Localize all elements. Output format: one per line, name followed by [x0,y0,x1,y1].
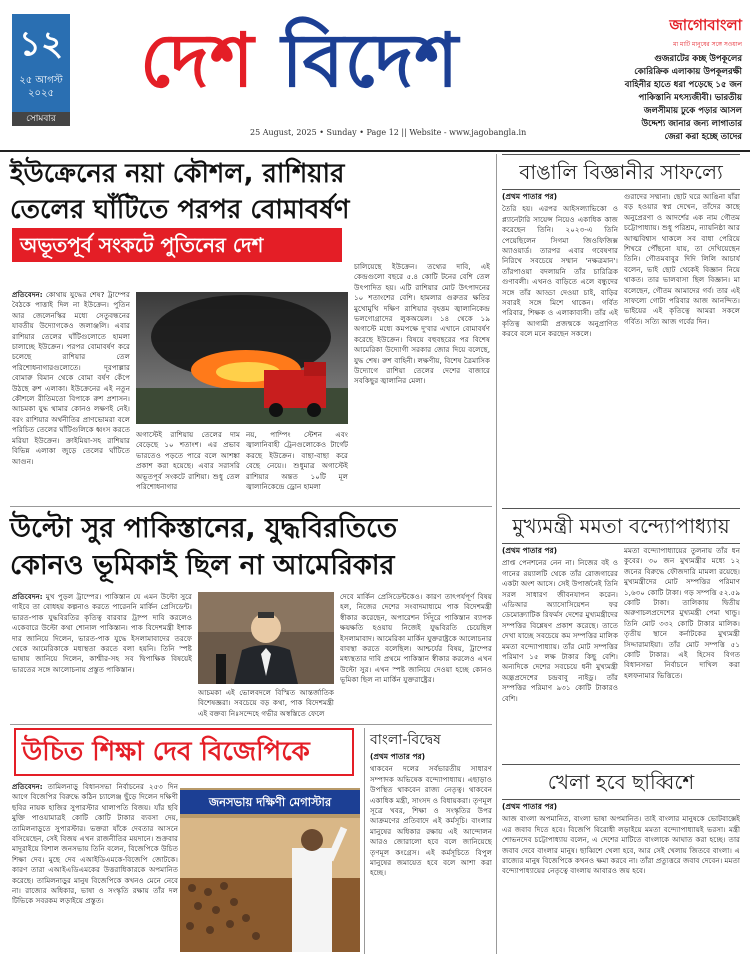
byline: প্রতিবেদন: [12,782,43,791]
side4-text: আজ বাংলা অপমানিত, বাংলা ভাষা অপমানিত। তাই বাংলার মানুষকে ভোটবাক্সেই এর জবাব দিতে হবে। বিজেপি বিরোধী লড়াইয়ে মমতা বন্দ্যোপাধ্যায়ই ভরসা। মন্ত্রী শোভনদেব চট্টোপাধ্যায় বলেন, এ দেশের মাটিতে বাংলাকে আঘাত করা হচ্ছে। তার জবাব দেবে বাংলার মানুষ। ছাব্বিশে খেলা হবে, আর সেই খেলায় জিতবে বাংলা। এ রাজ্যের মানুষ বিজেপিকে কখনও ক্ষমা করবে না। তাঁরা প্রত্যুত্তরে জবাব দেবেন। মমতা বন্দ্যোপাধ্যায়ের নেতৃত্বে বাংলায় আবারও জয় হবে। [502,814,740,876]
ticker-line: জলসীমায় ঢুকে পড়ার আসল [643,106,742,116]
story1-col3: চালিয়েছে ইউক্রেন। তথ্যের দাবি, এই কেন্দ্রগুলো বছরে ৫.৪ কোটি টনের বেশি তেল উৎপাদিত হয়। এটি রাশিয়ার মোট উৎপাদনের ১০ শতাংশের বেশি। হামলার গুরুতর ক্ষতির মুখোমুখি দক্ষিণ রাশিয়ার বৃহত্তম জ্বালানিকেন্দ্র ভলগোগ্রাদের লুকঅয়েল। ১৪ থেকে ১৯ অগাস্টে মধ্যে কমপক্ষে দু'বার এখানে বোমাবর্ষণ করেছে ইউক্রেন। বিষয়ে বহুবছরের পর বিশেষ আমেরিকা উদ্যোগী সরকার জোর দিয়ে বলেছে, যুদ্ধ শেষ। রুশ বাহিনী। লক্ষণীয়, বিশেষ ত্রৈমাসিক উদ্যোগে রাশিয়া তেলের দেশের বাজারে সবকিছুর জ্বালানির মেলা। [354,262,490,386]
story2-caption: আচমকা এই ভোলবদলে বিস্মিত আন্তর্জাতিক বিশেষজ্ঞরা। সবচেয়ে বড় কথা, পাক বিদেশমন্ত্রী এই বক্তব্য নিঃসন্দেহে গভীর অস্বস্তিতে ফেলে [198,688,334,718]
title-part-b: বিদেশ [281,18,460,104]
side1-text: তৈরি হয়। এরপর আইসল্যাভিকো ও প্ল্যানেটারি সায়েন্স নিয়েও একাধিক কাজ করেছেন তিনি। ২০২৩-এ তিনি পেয়েছিলেন সিগমা জিওফিজিক্স অ্যাওয়ার্ড। তারপর এবার গবেষণার নিরিখে সবচেয়ে সম্মান 'নক্ষত্রমান'। তাঁরপাওয়া বদলায়নি তাঁর চারিত্রিক গুণাবলী। এখনও বাড়িতে এলে বন্ধুদের সঙ্গে তাঁর আড্ডা দেওয়া চাই, বাড়ির সবারই সঙ্গে মিশে থাকেন। গর্বিত পরিবার, শিক্ষক ও এলাকাবাসী। তাঁর এই কৃতিত্ব আগামী প্রজন্মকে অনুপ্রাণিত করবে বলে মনে করছেন সকলে। [502,204,618,339]
brand-tagline: মা মাটি মানুষের সঙ্গে সওয়াল [673,41,742,48]
ticker-text [602,53,742,144]
side4-body [502,802,740,952]
story1-headline-line: তেলের ঘাঁটিতে পরপর বোমাবর্ষণ [10,195,350,225]
story2-col3: দেবে মার্কিন প্রেসিডেন্টকেও। কারণ তাৎপর্যপূর্ণ বিষয় হল, নিজের দেশের সংবাদমাধ্যমে পাক বিদেশমন্ত্রী স্বীকার করেছেন, অপারেশন সিঁদুরে পাকিস্তান ব্যাপক ক্ষয়ক্ষতি হওয়ায় নিজেই যুদ্ধবিরতি চেয়েছিল ইসলামাবাদ। আমেরিকা মার্কিন যুক্তরাষ্ট্রকে আলোচনার বাবস্থা করতে বলেছিল। আশ্চর্যের বিষয়, ট্রাম্পের মধ্যস্থতার দাবি প্রথমে পাকিস্তান স্বীকার করলেও এখন উল্টো সুর। এখন স্পষ্ট জানিয়ে দেওয়া হচ্ছে কোনও ভূমিকা ছিল না মার্কিন যুক্তরাষ্ট্রের। [340,592,492,685]
story1-headline-line: ইউক্রেনের নয়া কৌশল, রাশিয়ার [10,159,345,189]
story2-photo [198,592,334,684]
story1-headline[interactable] [10,156,490,228]
column-divider [364,728,365,954]
side2-text: প্রাপ্ত পেনশনের নেন না। নিজের বই ও গানের রয়্যালটি থেকে তাঁর রোজগারের একটা অংশ আসে। সেই উপার্জনেই তিনি সরল সাধারণ জীবনযাপন করেন। এডিআর অ্যাসোসিয়েশন ফর ডেমোক্র্যাটিক রিফর্মস দেশের মুখ্যমন্ত্রীদের সম্পত্তির বিশ্লেষণ প্রকাশ করেছে। তাতে দেখা যাচ্ছে সবচেয়ে কম সম্পত্তির মালিক মমতা বন্দ্যোপাধ্যায়। তাঁর মোট সম্পত্তির পরিমাণ ১৫ লক্ষ টাকার কিছু বেশি। অন্যদিকে দেশের সবচেয়ে ধনী মুখ্যমন্ত্রী অন্ধ্রপ্রদেশের চন্দ্রবাবু নাইডু। তাঁর সম্পত্তির পরিমাণ ৯৩১ কোটি টাকারও বেশি। [502,558,618,703]
story1-caption1: অগাস্টেই রাশিয়ায় তেলের দাম বেড়েছে ১০ শতাংশ। এর প্রভাব ভারতেও পড়তে পারে বলে আশঙ্কা প্রকাশ করা হয়েছে। এবার সরাসরি অভূতপূর্ব সংকটে রাশিয়া। শুধু তেল পরিশোধনাগার [136,430,240,492]
date: ২৫ আগস্ট [19,75,63,86]
ticker-line: গুজরাটের কচ্ছ উপকূলের [654,54,742,64]
continued-label: (প্রথম পাতার পর) [502,802,558,811]
story2-headline-line: উল্টো সুর পাকিস্তানের, যুদ্ধবিরতিতে [10,513,398,544]
continued-label: (প্রথম পাতার পর) [370,752,426,761]
side2-col2: মমতা বন্দ্যোপাধ্যায়ের তুলনায় তাঁর ধন কুবের। ৩০ জন মুখ্যমন্ত্রীর মধ্যে ১২ জনের বিরুদ্ধে ফৌজদারি মামলা রয়েছে। মুখ্যমন্ত্রীদের মোট সম্পত্তির পরিমাণ ১,৬৩০ কোটি টাকা। গড় সম্পত্তি ৫২.৫৯ কোটি টাকা। তালিকায় দ্বিতীয় অরুণাচলপ্রদেশের মুখ্যমন্ত্রী পেমা খান্ডু। তিনি মোট ৩৩২ কোটি টাকার মালিক। তৃতীয় স্থানে কর্নাটকের মুখ্যমন্ত্রী সিদ্দারামাইয়া। তাঁর মোট সম্পত্তি ৫১ কোটি টাকার। এই হিসেব বিগত বিধানসভা নির্বাচনে দাখিল করা হলফনামার ভিত্তিতে। [624,546,740,680]
dateline: 25 August, 2025 • Sunday • Page 12 || Website - www.jagobangla.in [250,128,527,137]
side1-col2: গুরাদের সম্মানা। ছোট ঘরে আঙিনা যাঁরা বড় হওয়ার স্বপ্ন দেখেন, তাঁদের কাছে অনুপ্রেরণা ও আদর্শের এক নাম গৌতম চট্টোপাধ্যায়। শুধু পরিশ্রম, ন্যায়নিষ্ঠা আর আত্মবিশ্বাস থাকলে সব বাধা পেরিয়ে শিখরে পৌঁছনো যায়, তা দেখিয়েছেন তিনি। গৌতমবাবুর দিদি লিলি আচার্য বলেন, ভাই ছোট থেকেই বিজ্ঞান নিয়ে থাকত। তার ভালবাসা ছিল বিজ্ঞান। মা বলেছেন, গৌতম আমাদের গর্ব। তার এই সাফল্যে গোটা পরিবার আজ আনন্দিত। ভাইয়ের এই কৃতিত্বে আমরা সকলে গর্বিত। সত্যি আজ গর্বের দিন। [624,192,740,326]
weekday: সোমবার [12,112,70,126]
continued-label: (প্রথম পাতার পর) [502,192,558,201]
title-part-a: দেশ [140,18,282,104]
ticker-line: পাকিস্তানি মৎস্যজীবী। ভারতীয় [638,93,742,103]
side3-headline[interactable]: বাংলা-বিদ্বেষ [370,732,441,748]
story2-text: মুখ পুড়ল ট্রাম্পের। পাকিস্তান যে এমন উল্টো সুরে গাইবে তা বোধহয় কল্পনাও করতে পারেননি মার্কিন প্রেসিডেন্ট। ভারত-পাক যুদ্ধবিরতির কৃতিত্ব বারবার ট্রাম্প দাবি করলেও একেবারে উল্টো কথা শোনাল পাকিস্তান। পাক বিদেশমন্ত্রী ইশাক দার জানিয়ে দিলেন, ভারত-পাক যুদ্ধে ইসলামাবাদের তরফে থেকে আমেরিকাকে মধ্যস্থতা করতে বলা হয়নি। তিনি স্পষ্ট ভাষায় জানিয়ে দিলেন, কাশ্মীর-সহ সব দ্বিপাক্ষিক বিষয়েই ভারতের সঙ্গে আলোচনায় প্রস্তুত পাকিস্তান। [12,592,192,674]
story2-headline-line: কোনও ভূমিকাই ছিল না আমেরিকার [10,550,395,581]
minister-photo-illustration [198,592,334,684]
side2-col1 [502,546,618,758]
masthead [0,0,750,152]
masthead-divider [0,150,750,152]
date-box [12,14,70,124]
year: ২০২৫ [28,88,54,99]
side2-headline[interactable]: মুখ্যমন্ত্রী মমতা বন্দ্যোপাধ্যায় [502,508,740,544]
story1-photo [136,292,348,424]
ticker-line: কোরিক্রিক এলাকায় উপকূলরক্ষী [634,67,742,77]
story1-text: কোথায় যুদ্ধের শেষ? ট্রাম্পের বৈঠকে পাত্তাই দিল না ইউক্রেন। পুতিন আর জেলেনস্কির মধ্যে সেতুবন্ধনের যাবতীয় উদ্যোগকেও জলাঞ্জলি। এবার রাশিয়ার তেলের ঘাঁটিগুলোতে হামলা চালাচ্ছে ইউক্রেন। পরপর বোমাবর্ষণ করে চলেছে রাশিয়ার তেল পরিশোধনাগারগুলোতে। দূরপাল্লার বোমারু বিমান থেকে বোমা বর্ষণ কেঁপে উঠছে রুশ এলাকা। ইউক্রেনের এই নতুন কৌশলে রীতিমতো বিপাকে রুশ প্রশাসন। আচমকা যুদ্ধ থামার কোনও লক্ষণই নেই। বরং রাশিয়ার অর্থনীতির প্রাণভোমরা বলে পরিচিত তেলের ঘাঁটিগুলিকে ধ্বংস করতে মরিয়া ইউক্রেন। ক্রাইমিয়া-সহ রাশিয়ার বিভিন্ন এলাকা জুড়ে তেলের ঘাঁটিতে আগুন। [12,290,130,466]
story1-banner: অভূতপূর্ব সংকটে পুতিনের দেশ [12,228,342,262]
divider [10,724,492,725]
page-number: ১২ [18,24,64,64]
fire-photo-illustration [136,292,348,424]
story3-photo-banner: জনসভায় দক্ষিণী মেগাস্টার [180,790,360,814]
story3-text: তামিলনাড়ু বিধানসভা নির্বাচনের ২৫৩ দিন আগে বিজেপির বিরুদ্ধে কঠিন চ্যালেঞ্জ ছুঁড়ে দিলেন দক্ষিণী ছবির নায়ক হাজির সুপারস্টার থালাপতি বিজয়। যাঁর ছবি মুক্তি পাওয়ামাত্রই কোটি কোটি টাকার ব্যবসা দেয়, তামিলনাড়ুতে সুপারস্টার। ভক্তরা যাঁকে দেবতার আসনে বসিয়েছেন, সেই বিজয় এখন রাজনীতির ময়দানে। শুক্রবার মাদুরাইয়ে বিশাল জনসভায় তিনি বলেন, বিজেপিকে উচিত শিক্ষা দেব। মুছে দেব এআইডিএমকে-বিজেপি জোটকে। কারণ তারা এআইএডিএমকের উত্তরাধিকারকে অপমানিত করেছে। তামিলনাড়ুর মানুষ বিজেপিকে কখনও মেনে নেবে না। রাজ্যের অধিকার, ভাষা ও সংস্কৃতি রক্ষায় তাঁর দল টিভিকে সবরকম লড়াইয়ে প্রস্তুত। [12,782,178,906]
side3-text: থাকবেন দলের সর্বভারতীয় সাধারণ সম্পাদক অভিষেক বন্দ্যোপাধ্যায়। এছাড়াও উপস্থিত থাকবেন রাজ্য নেতৃত্ব। থাকবেন একাধিক মন্ত্রী, সাংসদ ও বিধায়করা। তৃণমূল সূত্রে খবর, শিক্ষা ও সংস্কৃতির উপর আক্রমণের প্রতিবাদে এই কর্মসূচি। বাংলার মানুষের অধিকার রক্ষায় এই আন্দোলন আরও জোরালো হবে বলে জানিয়েছে তৃণমূল কংগ্রেস। এই কর্মসূচিতে বিপুল মানুষের জমায়েত হবে বলে আশা করা হচ্ছে। [370,764,492,878]
ticker-line: বাহিনীর হাতে ধরা পড়েছে ১৫ জন [624,80,742,90]
side1-col1 [502,192,618,504]
byline: প্রতিবেদন: [12,290,43,299]
story1-caption2: নয়, পাম্পিং স্টেশন এবং জ্বালানিবাহী ট্রেনগুলোকেও টার্গেট করছে ইউক্রেন। বাছা-বাছা করে বেছে নেয়ে।। শুধুমাত্র অগাস্টেই রাশিয়ার অন্তত ১০টি মূল জ্বালানিকেন্দ্রে ড্রোন হামলা [246,430,348,492]
side4-headline[interactable]: খেলা হবে ছাব্বিশে [502,764,740,800]
divider [10,506,492,507]
story2-col1 [12,592,192,718]
continued-label: (প্রথম পাতার পর) [502,546,558,555]
ticker-line: জেরা করা হচ্ছে তাদের [664,132,742,142]
story2-headline[interactable] [10,510,494,584]
story3-body [12,782,178,952]
side3-body [370,752,492,952]
column-divider [496,154,497,954]
byline: প্রতিবেদন: [12,592,43,601]
side1-headline[interactable]: বাঙালি বিজ্ঞানীর সাফল্যে [502,154,740,190]
story3-headline[interactable]: উচিত শিক্ষা দেব বিজেপিকে [14,728,354,776]
story1-col1 [12,290,130,502]
ticker-line: উদ্দেশ্য জানার জন্য লাগাতার [641,119,742,129]
brand-logo: জাগোবাংলা [669,16,742,34]
page-title [140,6,560,116]
news-ticker [602,14,742,142]
